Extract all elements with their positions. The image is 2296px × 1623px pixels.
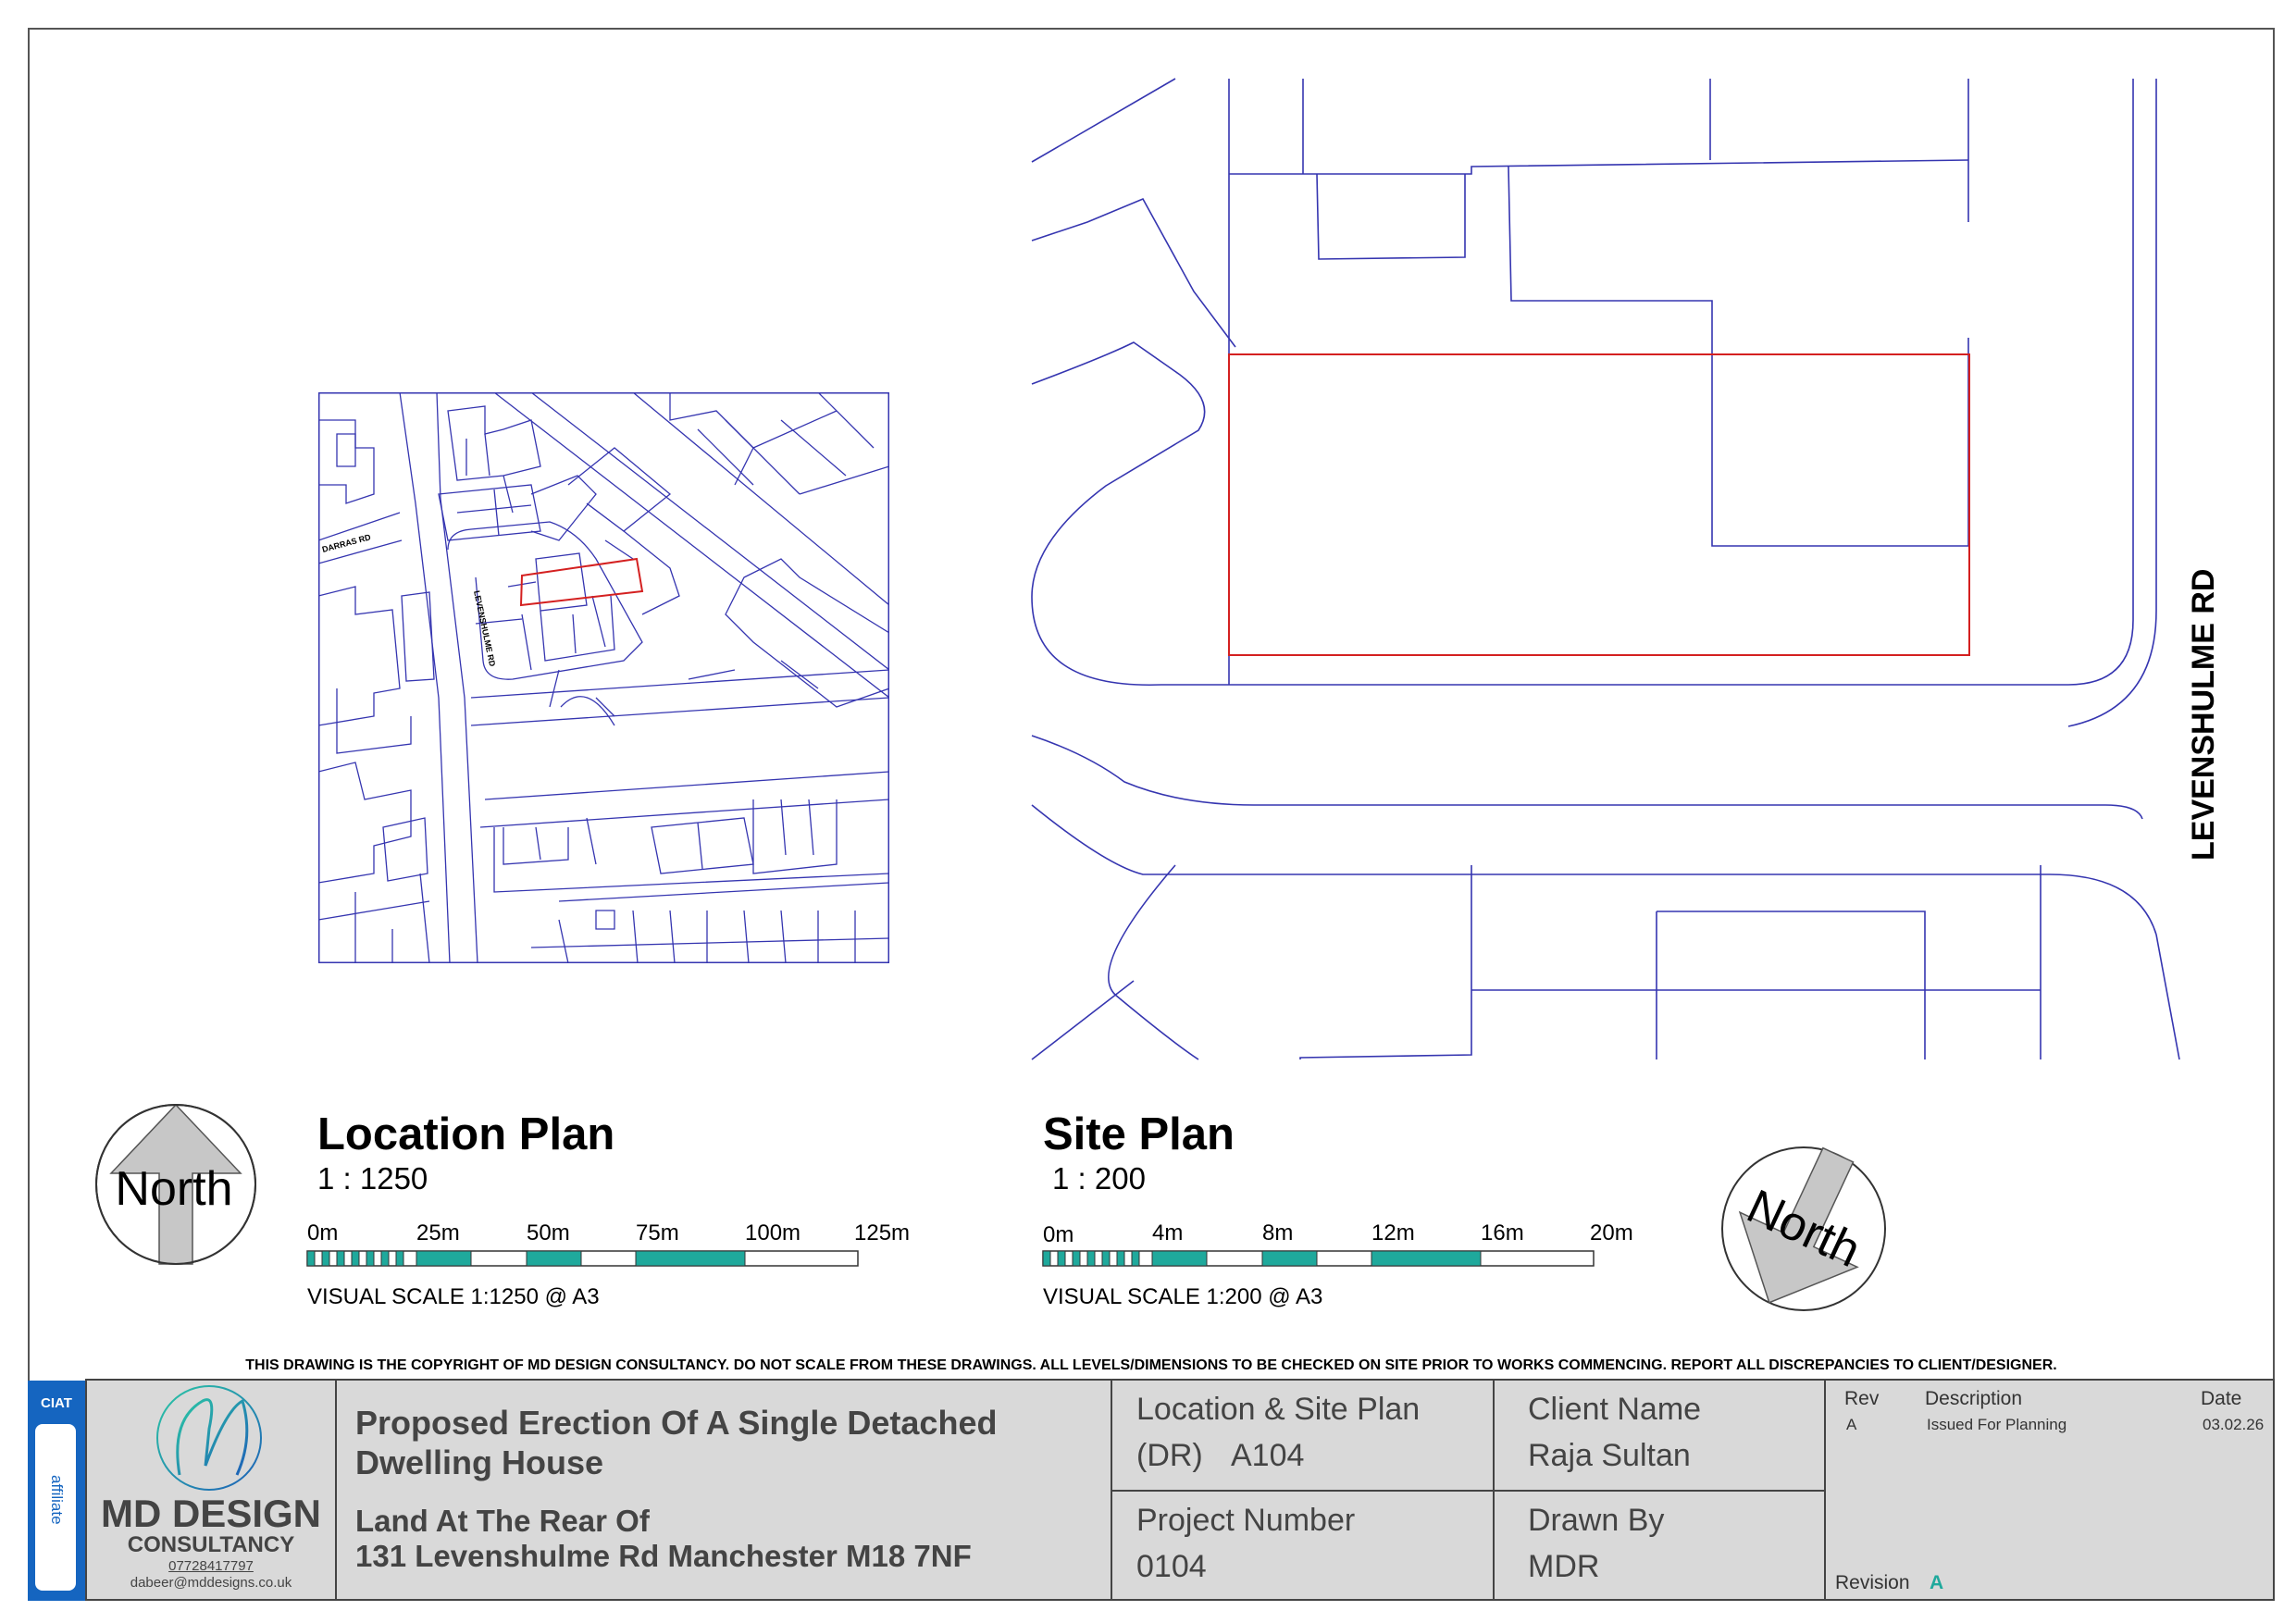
- location-scale-tick: 25m: [416, 1220, 460, 1245]
- project-title-line1: Proposed Erection Of A Single Detached: [355, 1404, 998, 1442]
- site-scale-tick: 12m: [1371, 1220, 1415, 1245]
- site-scale-tick: 0m: [1043, 1222, 1074, 1247]
- revision-row-description: Issued For Planning: [1927, 1416, 2067, 1433]
- company-name: MD DESIGN: [100, 1492, 321, 1535]
- site-scale-note: VISUAL SCALE 1:200 @ A3: [1043, 1284, 1323, 1309]
- site-scale-tick: 8m: [1262, 1220, 1294, 1245]
- levenshulme-road-label-location: LEVENSHULME RD: [472, 589, 498, 668]
- location-scale-bar: [296, 1212, 944, 1268]
- project-title-line2: Dwelling House: [355, 1443, 604, 1481]
- location-scale-tick: 0m: [307, 1220, 339, 1245]
- description-header: Description: [1925, 1388, 2023, 1409]
- site-address-line1: Land At The Rear Of: [355, 1504, 650, 1538]
- revision-row-rev: A: [1846, 1416, 1857, 1433]
- drawing-title-cell: [1111, 1379, 1495, 1492]
- location-scale-tick: 75m: [636, 1220, 679, 1245]
- revision-value: A: [1930, 1572, 1944, 1593]
- levenshulme-road-label-site: LEVENSHULME RD: [2186, 568, 2221, 861]
- site-scale-tick: 20m: [1590, 1220, 1633, 1245]
- client-cell: [1493, 1379, 1826, 1492]
- site-scale-tick: 4m: [1152, 1220, 1184, 1245]
- company-logo-cell: [85, 1379, 337, 1601]
- location-scale-tick: 125m: [854, 1220, 911, 1245]
- drawn-by: MDR: [1528, 1549, 1600, 1584]
- location-plan-scale: 1 : 1250: [317, 1161, 428, 1196]
- company-email[interactable]: dabeer@mddesigns.co.uk: [130, 1575, 292, 1591]
- ciat-label: CIAT: [41, 1395, 72, 1411]
- north-arrow-site: [1719, 1145, 1888, 1313]
- drawing-number: A104: [1231, 1438, 1305, 1473]
- north-arrow-location: [93, 1101, 259, 1268]
- revision-row-date: 03.02.26: [2203, 1416, 2265, 1433]
- ciat-affiliate: affiliate: [48, 1475, 66, 1525]
- location-plan-title: Location Plan: [317, 1109, 615, 1159]
- project-info-cell: [335, 1379, 1112, 1601]
- company-subname: CONSULTANCY: [127, 1532, 295, 1557]
- revision-cell: [1824, 1379, 2275, 1601]
- site-plan-title: Site Plan: [1043, 1109, 1235, 1159]
- revision-label: Revision: [1835, 1572, 1910, 1593]
- location-scale-tick: 50m: [527, 1220, 570, 1245]
- project-number-label: Project Number: [1136, 1503, 1356, 1538]
- drawn-by-cell: [1493, 1490, 1826, 1601]
- site-scale-bar: [1032, 1212, 1680, 1268]
- darras-road-label: DARRAS RD: [320, 532, 372, 554]
- drawn-by-label: Drawn By: [1528, 1503, 1665, 1538]
- drawing-title: Location & Site Plan: [1136, 1392, 1421, 1427]
- ciat-badge: [28, 1381, 85, 1601]
- site-plan-map: [1032, 79, 2221, 1059]
- site-address-line2: 131 Levenshulme Rd Manchester M18 7NF: [355, 1539, 972, 1573]
- date-header: Date: [2201, 1388, 2242, 1409]
- rev-header: Rev: [1844, 1388, 1880, 1409]
- md-logo-icon: [152, 1382, 267, 1493]
- location-plan-map: [318, 392, 889, 963]
- copyright-notice: THIS DRAWING IS THE COPYRIGHT OF MD DESIGN CONSULTANCY. DO NOT SCALE FROM THESE DRAWINGS. ALL LEVELS/DIMENSIONS TO BE CHECKED ON SITE PRIOR TO WORKS COMMENCING. REPORT ALL DISCREPANCIES TO CLIENT/DESIGNER.: [245, 1357, 2057, 1373]
- north-label-right: North: [1739, 1179, 1868, 1279]
- site-plan-scale: 1 : 200: [1052, 1161, 1146, 1196]
- location-scale-tick: 100m: [745, 1220, 801, 1245]
- north-label-left: North: [115, 1162, 233, 1216]
- client-name: Raja Sultan: [1528, 1438, 1691, 1473]
- project-number-cell: [1111, 1490, 1495, 1601]
- company-phone[interactable]: 07728417797: [168, 1558, 254, 1574]
- drawing-type: (DR): [1136, 1438, 1203, 1473]
- site-boundary: [1229, 354, 1969, 655]
- site-scale-tick: 16m: [1481, 1220, 1524, 1245]
- client-label: Client Name: [1528, 1392, 1702, 1427]
- location-scale-note: VISUAL SCALE 1:1250 @ A3: [307, 1284, 600, 1309]
- project-number: 0104: [1136, 1549, 1207, 1584]
